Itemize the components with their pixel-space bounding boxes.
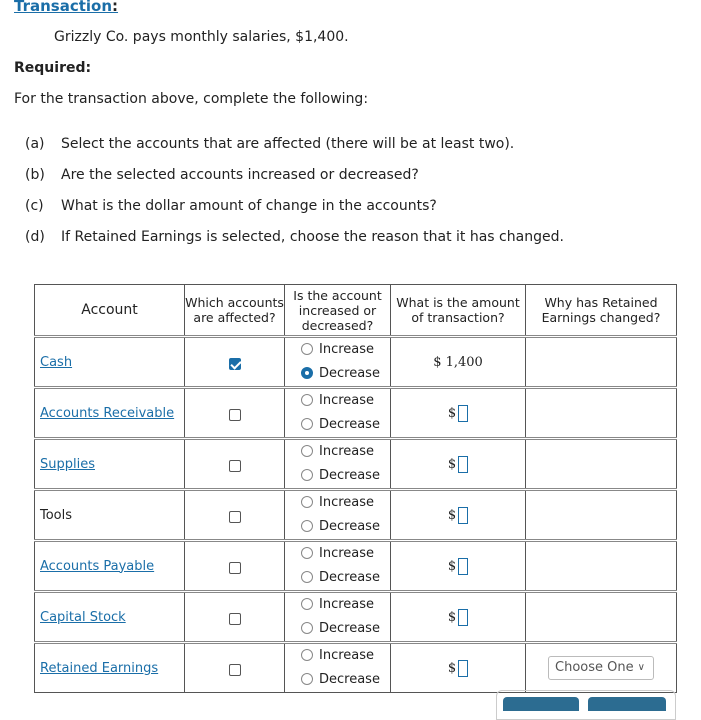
affected-checkbox[interactable] — [229, 460, 241, 472]
question-b: (b) Are the selected accounts increased or decreased? — [25, 167, 419, 183]
why-cell — [526, 490, 677, 541]
amount-input[interactable] — [458, 405, 468, 422]
dollar-sign: $ — [447, 609, 457, 625]
amount-cell — [391, 592, 526, 643]
amount-cell — [391, 541, 526, 592]
radio-icon[interactable] — [301, 496, 313, 508]
affected-checkbox[interactable] — [229, 409, 241, 421]
why-cell — [526, 439, 677, 490]
decrease-option[interactable]: Decrease — [301, 515, 390, 539]
header-why: Why has Retained Earnings changed? — [526, 285, 677, 337]
affected-checkbox[interactable] — [229, 562, 241, 574]
transaction-table — [34, 284, 677, 693]
direction-cell — [285, 541, 391, 592]
radio-icon[interactable] — [301, 367, 313, 379]
table-row — [35, 337, 677, 388]
account-name[interactable]: Accounts Payable — [40, 558, 155, 574]
dollar-sign: $ — [447, 558, 457, 574]
table-row — [35, 592, 677, 643]
amount-input[interactable] — [458, 507, 468, 524]
dollar-sign: $ — [447, 660, 457, 676]
prev-button[interactable] — [503, 697, 579, 711]
account-cell — [35, 490, 185, 541]
amount-cell — [391, 439, 526, 490]
radio-icon[interactable] — [301, 418, 313, 430]
increase-option[interactable]: Increase — [301, 593, 390, 617]
why-cell — [526, 541, 677, 592]
header-affected: Which accounts are affected? — [185, 285, 285, 337]
transaction-link[interactable]: Transaction: — [14, 0, 119, 15]
affected-cell — [185, 337, 285, 388]
amount-cell — [391, 388, 526, 439]
affected-cell — [185, 439, 285, 490]
decrease-option[interactable]: Decrease — [301, 566, 390, 590]
account-cell — [35, 592, 185, 643]
increase-option[interactable]: Increase — [301, 440, 390, 464]
account-name[interactable]: Cash — [40, 354, 73, 370]
chevron-down-icon: ∨ — [637, 662, 645, 673]
header-direction: Is the account increased or decreased? — [285, 285, 391, 337]
increase-option[interactable]: Increase — [301, 644, 390, 668]
table-row — [35, 643, 677, 693]
decrease-option[interactable]: Decrease — [301, 617, 390, 641]
affected-checkbox[interactable] — [229, 664, 241, 676]
required-heading: Required: — [14, 60, 92, 76]
radio-icon[interactable] — [301, 598, 313, 610]
radio-icon[interactable] — [301, 520, 313, 532]
increase-option[interactable]: Increase — [301, 338, 390, 362]
why-select[interactable]: Choose One ∨ — [548, 656, 654, 680]
decrease-option[interactable]: Decrease — [301, 464, 390, 488]
dollar-sign: $ — [447, 507, 457, 523]
increase-option[interactable]: Increase — [301, 542, 390, 566]
question-c: (c) What is the dollar amount of change in the accounts? — [25, 198, 437, 214]
radio-icon[interactable] — [301, 343, 313, 355]
account-cell — [35, 541, 185, 592]
why-cell — [526, 388, 677, 439]
header-account: Account — [35, 285, 185, 337]
account-cell — [35, 388, 185, 439]
affected-cell — [185, 388, 285, 439]
affected-checkbox[interactable] — [229, 358, 241, 370]
affected-cell — [185, 592, 285, 643]
direction-cell — [285, 439, 391, 490]
account-name: Tools — [40, 507, 73, 523]
direction-cell — [285, 643, 391, 693]
table-row — [35, 541, 677, 592]
direction-cell — [285, 490, 391, 541]
table-row — [35, 388, 677, 439]
account-name[interactable]: Retained Earnings — [40, 660, 159, 676]
affected-cell — [185, 541, 285, 592]
amount-input[interactable] — [458, 609, 468, 626]
radio-icon[interactable] — [301, 445, 313, 457]
radio-icon[interactable] — [301, 571, 313, 583]
table-row — [35, 490, 677, 541]
radio-icon[interactable] — [301, 469, 313, 481]
why-cell — [526, 592, 677, 643]
amount-cell — [391, 490, 526, 541]
affected-checkbox[interactable] — [229, 511, 241, 523]
radio-icon[interactable] — [301, 394, 313, 406]
account-name[interactable]: Supplies — [40, 456, 95, 472]
radio-icon[interactable] — [301, 673, 313, 685]
affected-checkbox[interactable] — [229, 613, 241, 625]
direction-cell — [285, 592, 391, 643]
question-d: (d) If Retained Earnings is selected, choose the reason that it has changed. — [25, 229, 564, 245]
account-cell — [35, 439, 185, 490]
dollar-sign: $ — [447, 405, 457, 421]
increase-option[interactable]: Increase — [301, 389, 390, 413]
transaction-description: Grizzly Co. pays monthly salaries, $1,400. — [54, 29, 349, 45]
radio-icon[interactable] — [301, 547, 313, 559]
amount-value: $ 1,400 — [433, 354, 483, 370]
direction-cell — [285, 388, 391, 439]
why-cell — [526, 337, 677, 388]
account-cell — [35, 337, 185, 388]
radio-icon[interactable] — [301, 622, 313, 634]
radio-icon[interactable] — [301, 649, 313, 661]
affected-cell — [185, 490, 285, 541]
decrease-option[interactable]: Decrease — [301, 362, 390, 386]
dollar-sign: $ — [447, 456, 457, 472]
question-a: (a) Select the accounts that are affected (there will be at least two). — [25, 136, 515, 152]
instructions-text: For the transaction above, complete the following: — [14, 91, 369, 107]
amount-input[interactable] — [458, 660, 468, 677]
amount-input[interactable] — [458, 456, 468, 473]
why-cell — [526, 643, 677, 693]
amount-cell — [391, 643, 526, 693]
account-cell — [35, 643, 185, 693]
increase-option[interactable]: Increase — [301, 491, 390, 515]
direction-cell — [285, 337, 391, 388]
decrease-option[interactable]: Decrease — [301, 413, 390, 437]
affected-cell — [185, 643, 285, 693]
account-name[interactable]: Capital Stock — [40, 609, 126, 625]
table-row — [35, 439, 677, 490]
account-name[interactable]: Accounts Receivable — [40, 405, 175, 421]
next-button[interactable] — [588, 697, 666, 711]
amount-cell — [391, 337, 526, 388]
amount-input[interactable] — [458, 558, 468, 575]
decrease-option[interactable]: Decrease — [301, 668, 390, 692]
header-amount: What is the amount of transaction? — [391, 285, 526, 337]
